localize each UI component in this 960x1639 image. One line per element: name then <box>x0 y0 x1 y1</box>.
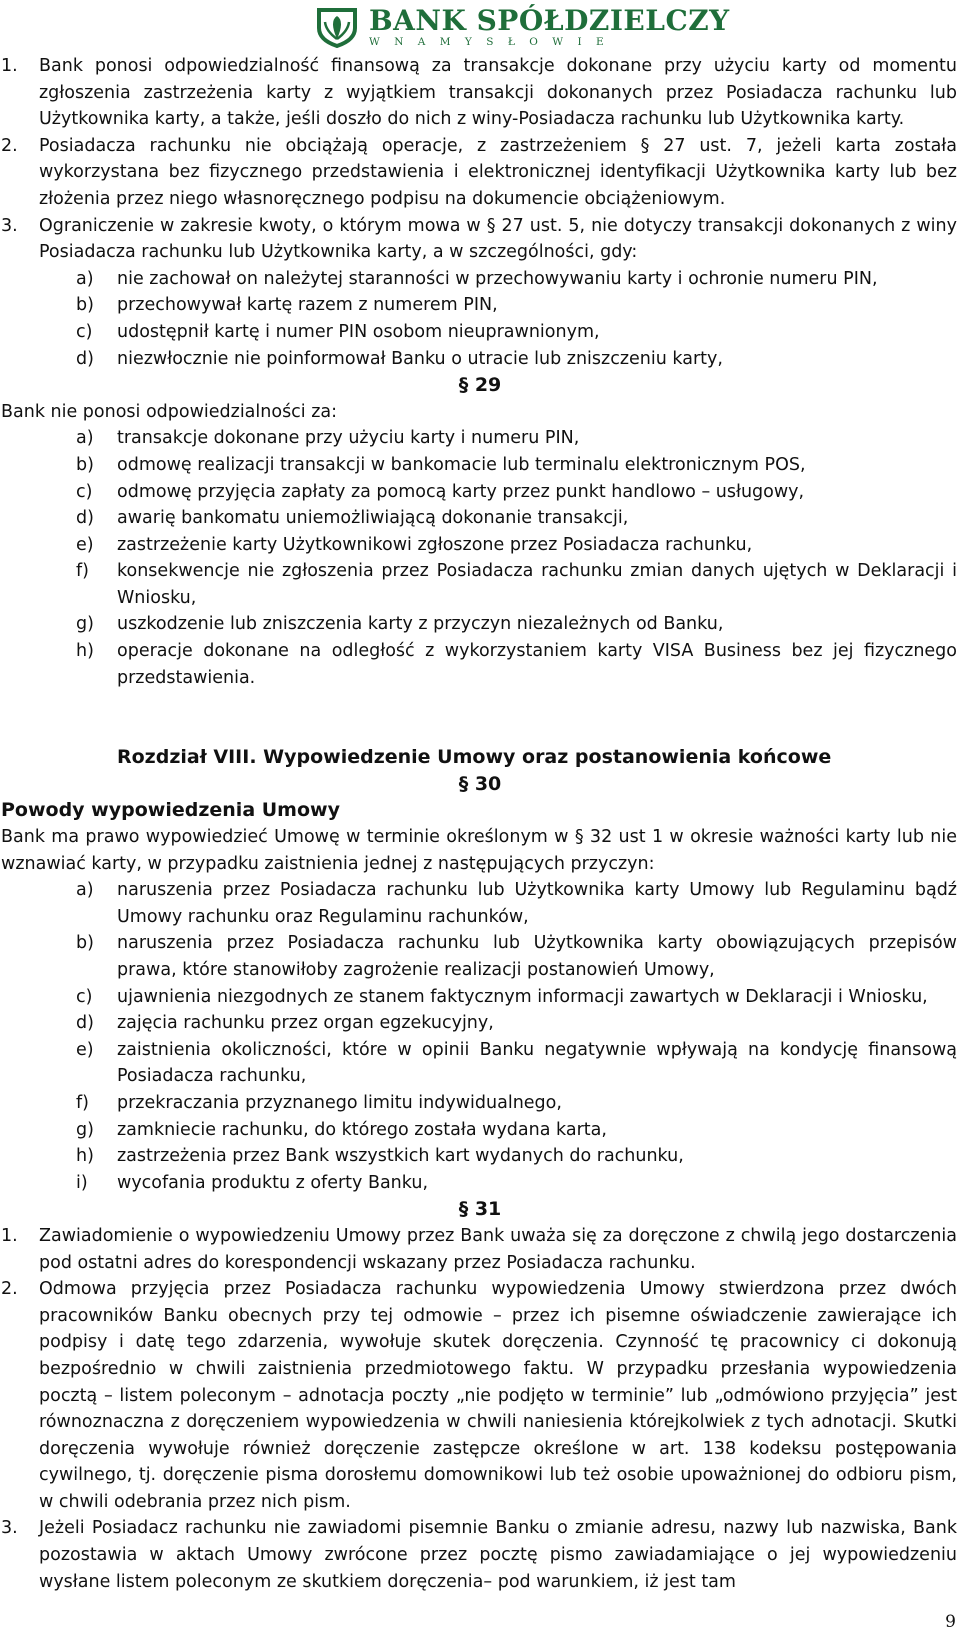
item-letter: b) <box>76 933 94 954</box>
numbered-item <box>1 53 959 133</box>
item-text: nie zachował on należytej staranności w przechowywaniu karty i ochronie numeru PIN, <box>117 268 878 289</box>
lettered-item <box>1 558 959 611</box>
lettered-item <box>1 1117 959 1144</box>
item-letter: d) <box>76 1013 94 1034</box>
item-letter: h) <box>76 641 94 662</box>
item-text: Jeżeli Posiadacz rachunku nie zawiadomi pisemnie Banku o zmianie adresu, nazwy lub nazwiska, Bank pozostawia w aktach Umowy zwrócone przez pocztę pismo zawiadamiające o jej wypowiedzeniu wysłane listem poleconym ze skutkiem doręczenia– pod warunkiem, iż jest tam <box>39 1518 957 1592</box>
lettered-item <box>1 266 959 293</box>
section-28-list <box>1 53 959 372</box>
item-letter: c) <box>76 481 93 502</box>
lettered-item <box>1 1090 959 1117</box>
lettered-item <box>1 1143 959 1170</box>
section-29-heading: § 29 <box>458 374 502 397</box>
item-text: przekraczania przyznanego limitu indywidualnego, <box>117 1092 562 1113</box>
item-text: awarię bankomatu uniemożliwiającą dokonanie transakcji, <box>117 508 629 529</box>
page-header <box>0 0 960 56</box>
item-letter: d) <box>76 508 94 529</box>
lettered-item <box>1 346 959 373</box>
item-text: niezwłocznie nie poinformował Banku o utracie lub zniszczeniu karty, <box>117 348 723 369</box>
item-text: zastrzeżenie karty Użytkownikowi zgłoszone przez Posiadacza rachunku, <box>117 534 753 555</box>
item-text: zamkniecie rachunku, do którego została wydana karta, <box>117 1119 607 1140</box>
item-letter: a) <box>76 880 94 901</box>
item-letter: d) <box>76 348 94 369</box>
item-letter: f) <box>76 561 89 582</box>
item-letter: c) <box>76 986 93 1007</box>
numbered-item <box>1 213 959 266</box>
item-text: transakcje dokonane przy użyciu karty i numeru PIN, <box>117 428 580 449</box>
item-letter: e) <box>76 534 94 555</box>
item-text: operacje dokonane na odległość z wykorzystaniem karty VISA Business bez jej fizycznego przedstawienia. <box>117 641 957 688</box>
item-letter: b) <box>76 295 94 316</box>
lettered-item <box>1 452 959 479</box>
lettered-item <box>1 479 959 506</box>
item-text: zaistnienia okoliczności, które w opinii Banku negatywnie wpływają na kondycję finansową Posiadacza rachunku, <box>117 1039 957 1087</box>
item-letter: a) <box>76 268 94 289</box>
item-letter: c) <box>76 321 93 342</box>
item-text: odmowę przyjęcia zapłaty za pomocą karty przez punkt handlowo – usługowy, <box>117 481 805 502</box>
section-30-subtitle: Powody wypowiedzenia Umowy <box>1 799 340 822</box>
section-30-heading: § 30 <box>458 772 502 795</box>
section-31-heading: § 31 <box>458 1198 502 1221</box>
item-text: Posiadacza rachunku nie obciążają operacje, z zastrzeżeniem § 27 ust. 7, jeżeli karta została wykorzystana bez fizycznego przedstawienia i elektronicznej identyfikacji Użytkownika karty lub bez złożenia przez niego własnoręcznego podpisu na dokumencie obciążeniowym. <box>39 135 957 209</box>
numbered-item <box>1 1223 959 1276</box>
lettered-item <box>1 1170 959 1197</box>
item-number: 2. <box>1 1279 18 1300</box>
item-text: wycofania produktu z oferty Banku, <box>117 1172 429 1193</box>
item-number: 1. <box>1 1225 18 1246</box>
lettered-item <box>1 1010 959 1037</box>
item-number: 1. <box>1 56 18 76</box>
item-letter: f) <box>76 1092 89 1113</box>
item-text: przechowywał kartę razem z numerem PIN, <box>117 295 498 316</box>
item-text: Zawiadomienie o wypowiedzeniu Umowy przez Bank uważa się za doręczone z chwilą jego dostarczenia pod ostatni adres do korespondencji wskazany przez Posiadacza rachunku. <box>39 1225 957 1273</box>
numbered-item <box>1 1515 959 1595</box>
item-text: odmowę realizacji transakcji w bankomacie lub terminalu elektronicznym POS, <box>117 454 806 475</box>
numbered-item <box>1 133 959 213</box>
page-number: 9 <box>945 1612 956 1632</box>
item-text: naruszenia przez Posiadacza rachunku lub Użytkownika karty obowiązujących przepisów prawa, które stanowiłoby zagrożenie realizacji postanowień Umowy, <box>117 933 957 980</box>
item-text: zastrzeżenia przez Bank wszystkich kart wydanych do rachunku, <box>117 1146 684 1167</box>
item-text: konsekwencje nie zgłoszenia przez Posiadacza rachunku zmian danych ujętych w Deklaracji i Wniosku, <box>117 561 957 608</box>
lettered-item <box>1 505 959 532</box>
item-number: 2. <box>1 135 18 156</box>
item-letter: g) <box>76 1119 94 1140</box>
bank-name: BANK SPÓŁDZIELCZY <box>369 4 730 37</box>
item-text: Odmowa przyjęcia przez Posiadacza rachunku wypowiedzenia Umowy stwierdzona przez dwóch pracowników Banku obecnych przy tej odmowie – przez ich pisemne oświadczenie zawierające ich podpisy i datę tego zdarzenia, wywołuje skutek doręczenia. Czynność tę pracownicy ci dokonują bezpośrednio w chwili zaistnienia przedmiotowego faktu. W przypadku przesłania wypowiedzenia pocztą – listem poleconym – adnotacja poczty „nie podjęto w terminie” lub „odmówiono przyjęcia” jest równoznaczna z doręczeniem wypowiedzenia w chwili naniesienia którejkolwiek z tych adnotacji. Skutki doręczenia wywołuje również doręczenie zastępcze określone w art. 138 kodeksu postępowania cywilnego, tj. doręczenie pisma dorosłemu domownikowi lub też osobie upoważnionej do odbioru pism, w chwili odebrania przez nich pism. <box>39 1279 957 1512</box>
item-letter: e) <box>76 1039 94 1060</box>
item-letter: h) <box>76 1146 94 1167</box>
document-body <box>1 53 959 1595</box>
item-letter: i) <box>76 1172 88 1193</box>
item-text: udostępnił kartę i numer PIN osobom nieuprawnionym, <box>117 321 600 342</box>
item-letter: b) <box>76 454 94 475</box>
item-text: Bank ponosi odpowiedzialność finansową za transakcje dokonane przy użyciu karty od momentu zgłoszenia zastrzeżenia karty z wyjątkiem transakcji dokonanych przez Posiadacza rachunku lub Użytkownika karty, a także, jeśli doszło do nich z winy-Posiadacza rachunku lub Użytkownika karty. <box>39 56 957 130</box>
lettered-item <box>1 984 959 1011</box>
lettered-item <box>1 611 959 638</box>
section-29-intro: Bank nie ponosi odpowiedzialności za: <box>1 401 338 422</box>
item-text: naruszenia przez Posiadacza rachunku lub Użytkownika karty Umowy lub Regulaminu bądź Umowy rachunku oraz Regulaminu rachunków, <box>117 880 957 927</box>
bank-logo-icon <box>312 4 362 48</box>
lettered-item <box>1 292 959 319</box>
lettered-item <box>1 877 959 930</box>
lettered-item <box>1 1037 959 1090</box>
lettered-item <box>1 930 959 983</box>
lettered-item <box>1 319 959 346</box>
section-29-list <box>1 425 959 691</box>
lettered-item <box>1 425 959 452</box>
section-31-list <box>1 1223 959 1595</box>
section-30-list <box>1 877 959 1196</box>
item-text: uszkodzenie lub zniszczenia karty z przyczyn niezależnych od Banku, <box>117 614 724 635</box>
item-letter: a) <box>76 428 94 449</box>
lettered-item <box>1 532 959 559</box>
item-number: 3. <box>1 1518 18 1539</box>
item-number: 3. <box>1 215 18 236</box>
chapter-title: Rozdział VIII. Wypowiedzenie Umowy oraz postanowienia końcowe <box>117 746 832 769</box>
section-30-intro: Bank ma prawo wypowiedzieć Umowę w terminie określonym w § 32 ust 1 w okresie ważności karty lub nie wznawiać karty, w przypadku zaistnienia jednej z następujących przyczyn: <box>1 827 957 874</box>
lettered-item <box>1 638 959 691</box>
numbered-item <box>1 1276 959 1515</box>
item-text: ujawnienia niezgodnych ze stanem faktycznym informacji zawartych w Deklaracji i Wniosku, <box>117 986 928 1007</box>
bank-location: WNAMYSŁOWIE <box>369 36 619 48</box>
item-text: zajęcia rachunku przez organ egzekucyjny, <box>117 1013 494 1034</box>
item-letter: g) <box>76 614 94 635</box>
item-text: Ograniczenie w zakresie kwoty, o którym mowa w § 27 ust. 5, nie dotyczy transakcji dokonanych z winy Posiadacza rachunku lub Użytkownika karty, a w szczególności, gdy: <box>39 215 957 263</box>
